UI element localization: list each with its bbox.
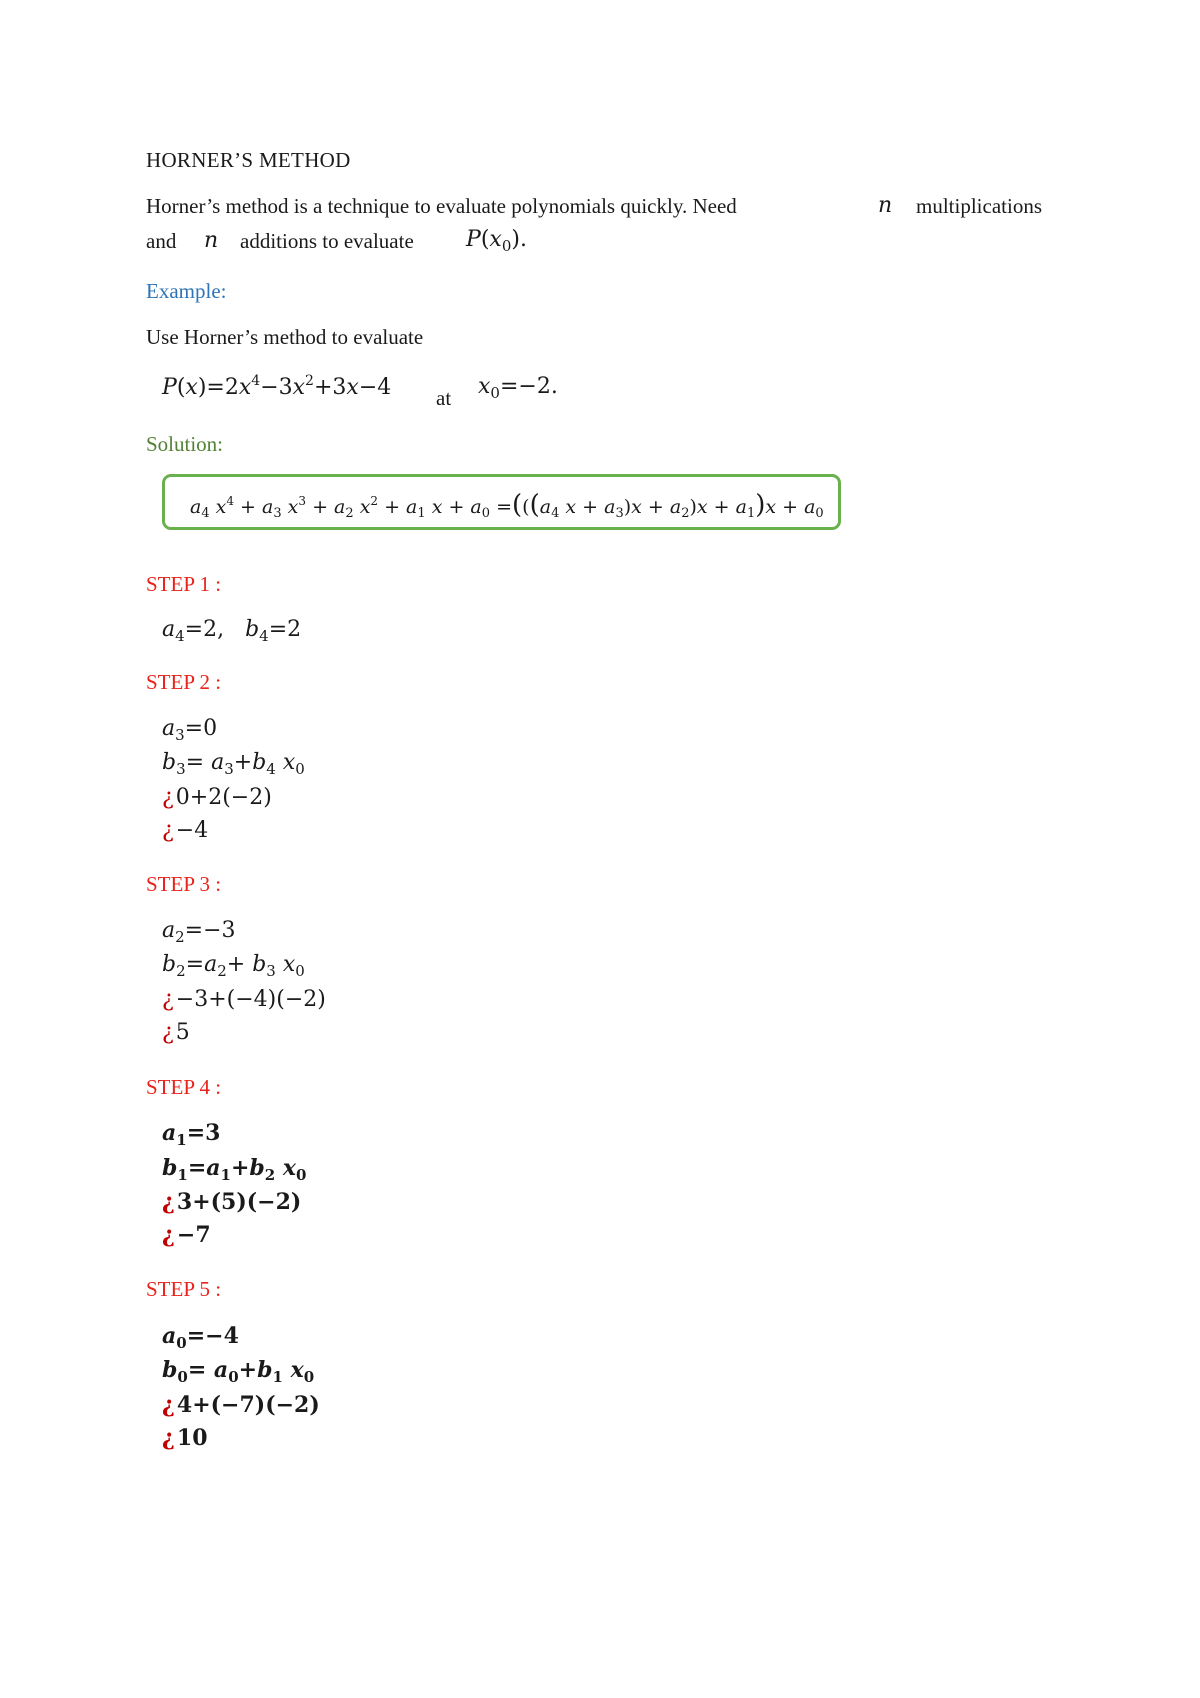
task-text: Use Horner’s method to evaluate (146, 325, 424, 349)
intro-text-2-start: and (146, 229, 177, 253)
step-3-line-2: $b_2=a_2+ b_3$ $x_0$ (162, 952, 305, 980)
step-2-line-1: $a_3=0$ (162, 716, 218, 744)
intro-n-1: n (878, 193, 893, 218)
step-4-line-4: ¿−7 (162, 1222, 211, 1248)
step-4-line-1: $a_1=3$ (162, 1120, 221, 1149)
step-4-line-2: $b_1=a_1+b_2$ $x_0$ (162, 1155, 307, 1184)
solution-label: Solution: (146, 432, 224, 456)
step-2-line-2: $b_3= a_3+b_4$ $x_0$ (162, 750, 305, 778)
step-5-line-2: $b_0= a_0+b_1$ $x_0$ (162, 1357, 315, 1386)
step-3-line-3: ¿−3+(−4)(−2) (162, 987, 326, 1012)
step-3-line-1: $a_2=-3$ (162, 918, 236, 946)
step-4-line-3: ¿3+(5)(−2) (162, 1189, 302, 1215)
step-3-line-4: ¿5 (162, 1020, 190, 1045)
intro-px0: $P(x_0)$. (466, 227, 527, 255)
step-5-line-4: ¿10 (162, 1425, 208, 1451)
intro-line-1 (146, 194, 737, 219)
step-5-line-3: ¿4+(−7)(−2) (162, 1392, 320, 1418)
step-2-line-4: ¿−4 (162, 818, 209, 843)
step-2-label: STEP 2 : (146, 670, 222, 694)
step-5-line-1: $a_0=-4$ (162, 1323, 239, 1352)
step-1-line-1: $a_4=2$, $b_4=2$ (162, 617, 302, 645)
page-title: HORNER’S METHOD (146, 148, 351, 172)
x0-value: $x_0=-2$. (478, 374, 558, 402)
example-label: Example: (146, 279, 227, 303)
intro-n-2: n (204, 228, 219, 253)
at-word: at (436, 386, 452, 410)
intro-text-1: Horner’s method is a technique to evaluate polynomials quickly. Need (146, 194, 737, 218)
step-2-line-3: ¿0+2(−2) (162, 785, 272, 810)
intro-text-2-mid: additions to evaluate (240, 229, 414, 253)
boxed-formula: $a_4$ $x^4 + a_3$ $x^3 + a_2$ $x^2 + a_1$ $x + a_0 =(((a_4$ $x + a_3)x + a_2)x + a_1)x + a_0$ (190, 490, 824, 521)
step-1-label: STEP 1 : (146, 572, 222, 596)
step-3-label: STEP 3 : (146, 872, 222, 896)
step-5-label: STEP 5 : (146, 1277, 222, 1301)
polynomial-expression: $P(x)=2x^4-3x^2+3x-4$ (162, 373, 392, 400)
step-4-label: STEP 4 : (146, 1075, 222, 1099)
intro-text-1-end: multiplications (916, 194, 1042, 218)
